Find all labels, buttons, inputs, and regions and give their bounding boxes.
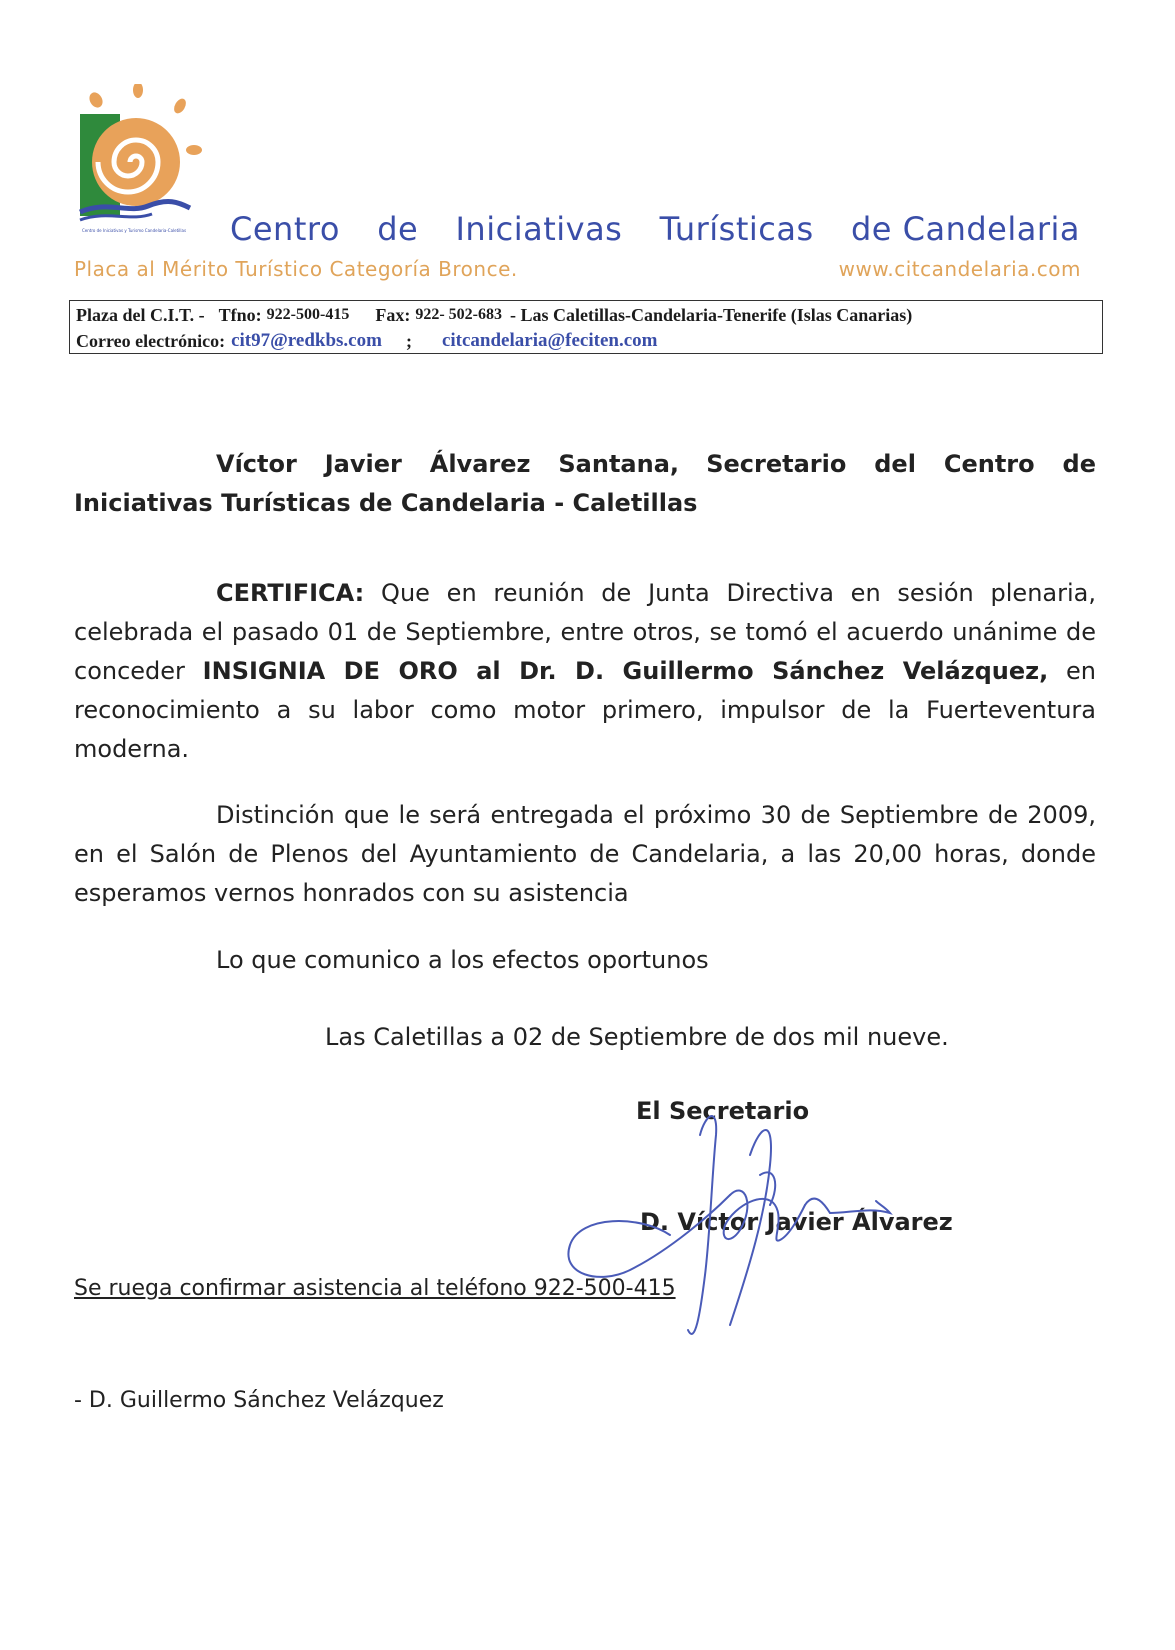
email-separator: ; [405, 331, 412, 351]
body1-part-a: Que en reunión de Junta Directiva en sesión plenaria, celebrada el pasado 01 de Septiembre, entre otros, se tomó el acuerdo unánime de conceder [74, 579, 1096, 685]
date-line: Las Caletillas a 02 de Septiembre de dos mil nueve. [325, 1023, 949, 1051]
website-link[interactable]: www.citcandelaria.com [838, 257, 1081, 281]
contact-row-phone [76, 302, 1102, 328]
contact-place: Plaza del C.I.T. - [76, 305, 205, 325]
signer-title: El Secretario [636, 1097, 810, 1125]
cit-logo [78, 84, 218, 234]
org-name-word: de [377, 210, 419, 248]
handwritten-signature [560, 1095, 960, 1415]
rsvp-note: Se ruega confirmar asistencia al teléfono 922-500-415 [74, 1276, 676, 1301]
org-name-word: de Candelaria [850, 210, 1080, 248]
certifica-label: CERTIFICA: [216, 579, 365, 607]
email-link-1[interactable]: cit97@redkbs.com [231, 330, 382, 351]
email-link-2[interactable]: citcandelaria@feciten.com [441, 330, 658, 351]
certifica-paragraph [74, 574, 1096, 769]
logo-caption: Centro de Iniciativas y Turismo Candelaria-Caletillas [82, 228, 187, 233]
award-subtitle: Placa al Mérito Turístico Categoría Bronce. [74, 257, 518, 281]
fax-label: Fax: [375, 305, 411, 325]
organization-name [230, 210, 1080, 248]
body1-part-b: en reconocimiento a su labor como motor primero, impulsor de la Fuerteventura moderna. [74, 657, 1096, 763]
org-name-word: Iniciativas [455, 210, 623, 248]
closing-line: Lo que comunico a los efectos oportunos [216, 946, 709, 974]
email-label: Correo electrónico: [76, 331, 226, 351]
award-recipient-bold: INSIGNIA DE ORO al Dr. D. Guillermo Sánchez Velázquez, [202, 657, 1049, 685]
distincion-paragraph: Distinción que le será entregada el próximo 30 de Septiembre de 2009, en el Salón de Plenos del Ayuntamiento de Candelaria, a las 20,00 horas, donde esperamos vernos honrados con su asistencia [74, 801, 1096, 907]
tfno-label: Tfno: [218, 305, 262, 325]
intro-rest: Secretario del Centro de Iniciativas Turísticas de Candelaria - Caletillas [74, 450, 1096, 517]
intro-paragraph [74, 445, 1096, 523]
recipient-line: - D. Guillermo Sánchez Velázquez [74, 1388, 444, 1413]
fax-value: 922- 502-683 [415, 306, 502, 323]
signer-name: D. Víctor Javier Álvarez [640, 1208, 953, 1236]
tfno-value: 922-500-415 [266, 306, 350, 323]
org-name-word: Centro [230, 210, 340, 248]
contact-box [69, 300, 1103, 354]
contact-location: - Las Caletillas-Candelaria-Tenerife (Islas Canarias) [509, 305, 913, 325]
intro-name: Víctor Javier Álvarez Santana, [216, 450, 680, 478]
contact-row-email [76, 328, 1102, 354]
org-name-word: Turísticas [659, 210, 814, 248]
